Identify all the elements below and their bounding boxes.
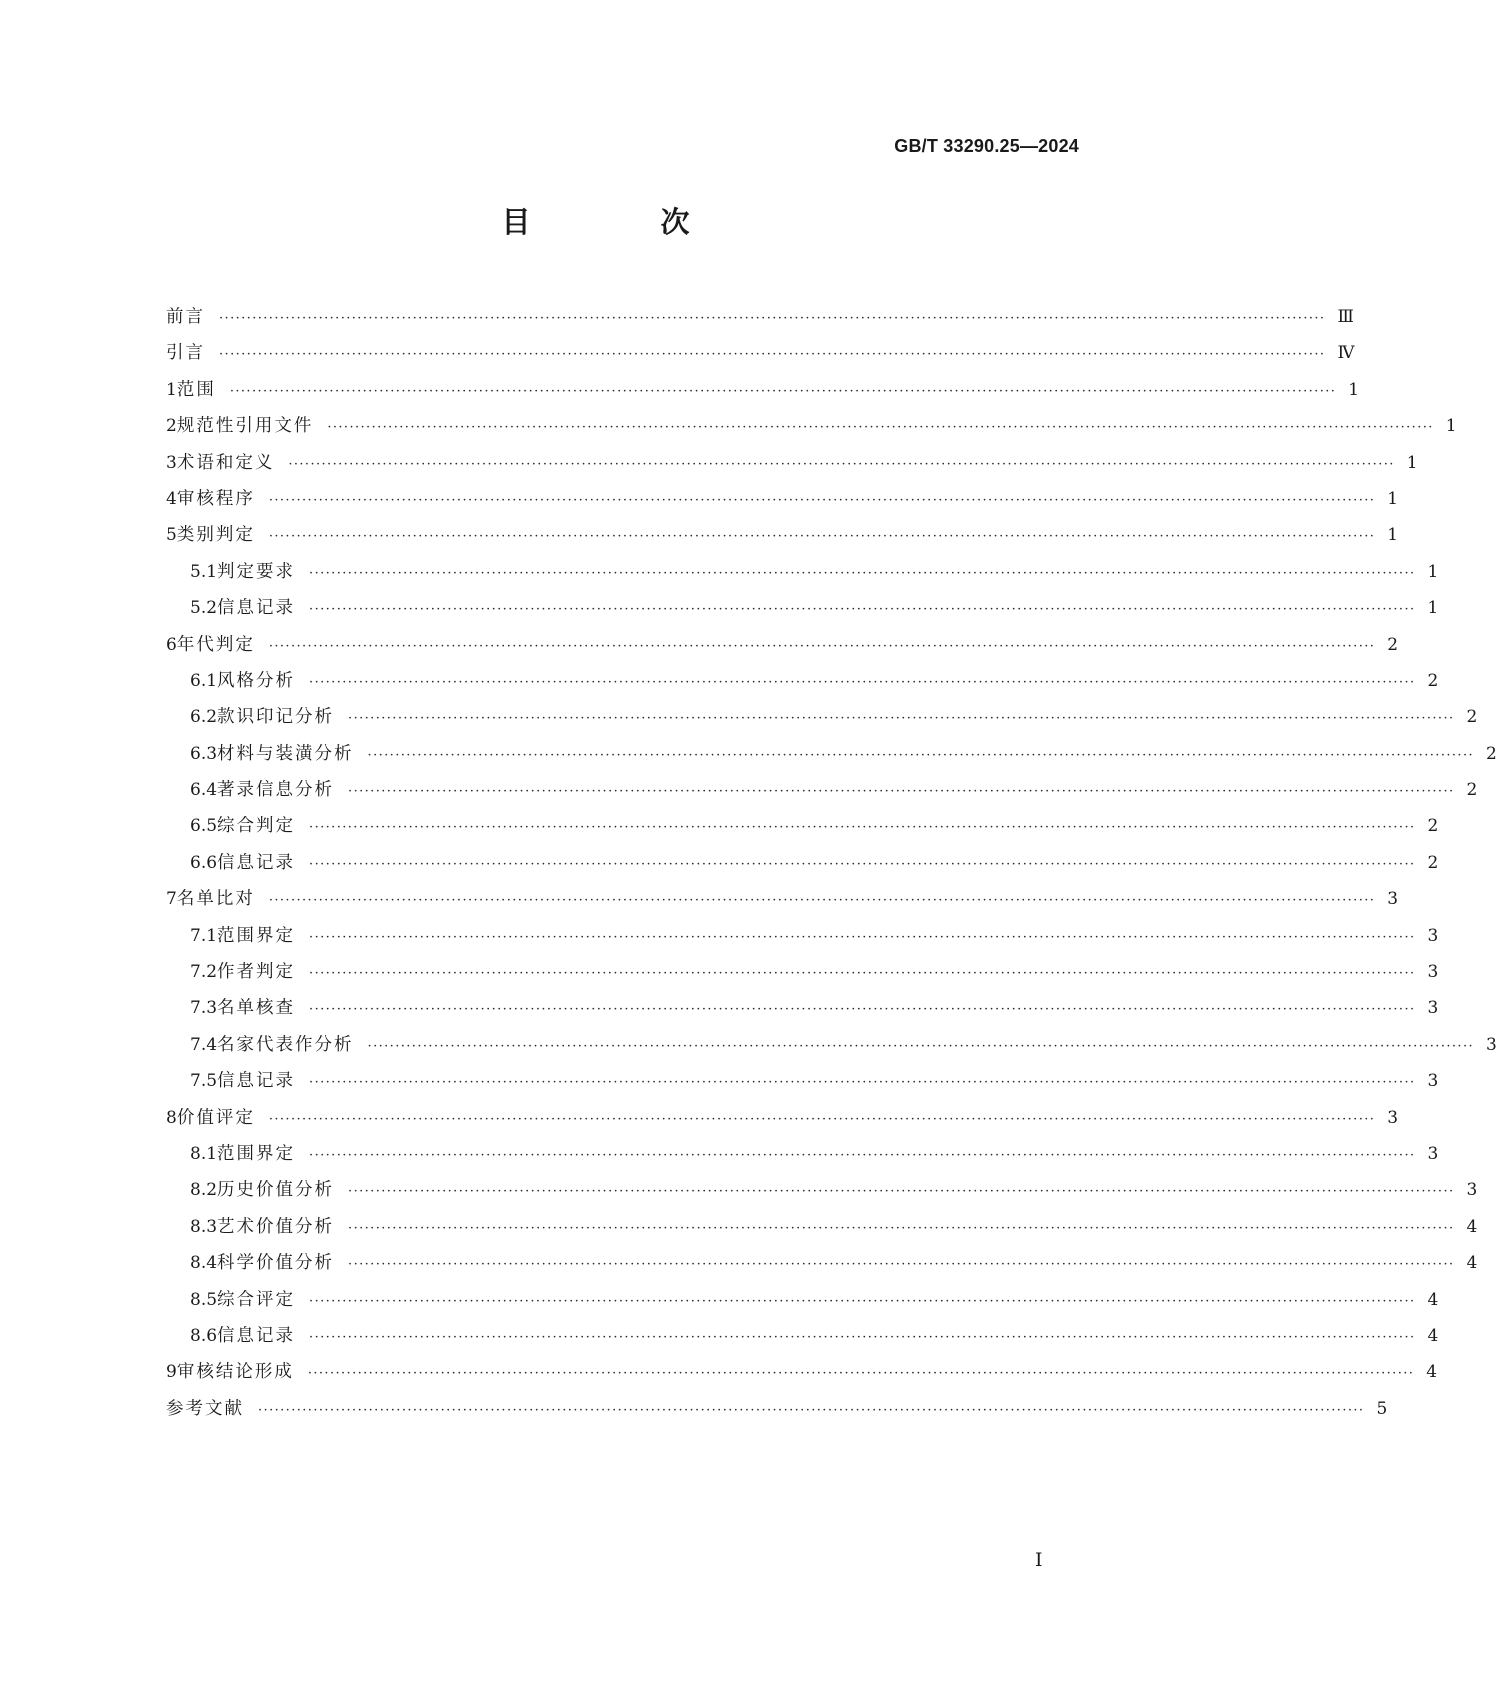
toc-entry-number: 6.6 xyxy=(190,852,218,873)
toc-dot-leader: ········································································································································································································ xyxy=(268,893,1376,909)
toc-entry-label: 范围界定 xyxy=(217,1143,296,1164)
toc-entry-page: 2 xyxy=(1427,670,1439,691)
toc-entry[interactable] xyxy=(166,1322,1439,1358)
toc-dot-leader: ········································································································································································································ xyxy=(367,1038,1475,1054)
toc-entry[interactable] xyxy=(166,703,1478,739)
toc-entry-label: 规范性引用文件 xyxy=(176,416,314,437)
toc-entry-label: 风格分析 xyxy=(217,670,296,691)
toc-dot-leader: ········································································································································································································ xyxy=(348,1257,1455,1273)
toc-dot-leader: ········································································································································································································ xyxy=(348,1184,1455,1200)
toc-entry[interactable] xyxy=(166,1213,1478,1249)
toc-entry[interactable] xyxy=(166,485,1399,521)
table-of-contents xyxy=(166,303,1497,1431)
toc-dot-leader: ········································································································································································································ xyxy=(288,456,1395,472)
toc-entry-label: 审核程序 xyxy=(176,488,255,509)
standard-code: GB/T 33290.25—2024 xyxy=(894,136,1079,156)
toc-entry-page: 1 xyxy=(1387,525,1399,546)
toc-entry-number: 5.2 xyxy=(190,598,218,619)
toc-entry[interactable] xyxy=(166,1395,1388,1431)
toc-dot-leader: ········································································································································································································ xyxy=(268,638,1376,654)
toc-entry-number: 7.2 xyxy=(190,962,218,983)
toc-entry-label: 材料与装潢分析 xyxy=(217,743,354,764)
toc-dot-leader: ········································································································································································································ xyxy=(309,565,1416,581)
toc-entry[interactable] xyxy=(166,303,1354,339)
toc-entry-page: 3 xyxy=(1427,1071,1439,1092)
toc-entry-number: 6.1 xyxy=(190,670,218,691)
toc-entry[interactable] xyxy=(166,594,1439,630)
toc-entry-page: 2 xyxy=(1466,707,1478,728)
toc-dot-leader: ········································································································································································································ xyxy=(348,711,1455,727)
toc-dot-leader: ········································································································································································································ xyxy=(268,1111,1376,1127)
toc-entry-label: 判定要求 xyxy=(217,561,296,582)
toc-entry-number: 6 xyxy=(166,634,177,655)
toc-entry-number: 7.4 xyxy=(190,1034,218,1055)
toc-dot-leader: ········································································································································································································ xyxy=(309,1002,1416,1018)
toc-entry-page: 3 xyxy=(1427,998,1439,1019)
toc-entry-label: 范围 xyxy=(176,379,216,400)
toc-dot-leader: ········································································································································································································ xyxy=(348,784,1455,800)
toc-entry-label: 名家代表作分析 xyxy=(217,1034,354,1055)
toc-entry-page: 3 xyxy=(1427,1143,1439,1164)
toc-dot-leader: ········································································································································································································ xyxy=(309,1075,1416,1091)
toc-entry-number: 4 xyxy=(166,488,177,509)
toc-entry-number: 8.3 xyxy=(190,1216,218,1237)
toc-entry-page: 2 xyxy=(1427,816,1439,837)
toc-entry-label: 审核结论形成 xyxy=(176,1362,294,1383)
toc-entry[interactable] xyxy=(166,339,1355,375)
toc-entry[interactable] xyxy=(166,1286,1439,1322)
toc-entry[interactable] xyxy=(166,1104,1399,1140)
toc-entry-label: 范围界定 xyxy=(217,925,296,946)
toc-entry-label: 历史价值分析 xyxy=(217,1180,335,1201)
toc-entry[interactable] xyxy=(166,631,1399,667)
toc-entry-page: 2 xyxy=(1486,743,1497,764)
toc-entry-number: 2 xyxy=(166,416,177,437)
toc-dot-leader: ········································································································································································································ xyxy=(309,1329,1416,1345)
toc-entry-number: 3 xyxy=(166,452,177,473)
toc-entry-number: 8.2 xyxy=(190,1180,218,1201)
toc-dot-leader: ········································································································································································································ xyxy=(219,347,1326,363)
toc-entry-label: 参考文献 xyxy=(166,1398,244,1419)
toc-entry-label: 名单比对 xyxy=(176,889,255,910)
toc-entry-number: 8.4 xyxy=(190,1253,218,1274)
toc-entry[interactable] xyxy=(166,558,1439,594)
toc-entry-number: 8 xyxy=(166,1107,177,1128)
toc-entry-label: 价值评定 xyxy=(176,1107,255,1128)
toc-dot-leader: ········································································································································································································ xyxy=(309,856,1416,872)
toc-entry[interactable] xyxy=(166,376,1360,412)
toc-entry-number: 5 xyxy=(166,525,177,546)
toc-entry-page: 4 xyxy=(1427,1289,1439,1310)
toc-entry[interactable] xyxy=(166,521,1399,557)
toc-entry[interactable] xyxy=(166,1249,1478,1285)
toc-dot-leader: ········································································································································································································ xyxy=(309,602,1416,618)
toc-entry-page: 3 xyxy=(1387,1107,1399,1128)
toc-entry[interactable] xyxy=(166,922,1439,958)
toc-entry-number: 7 xyxy=(166,889,177,910)
toc-entry-number: 6.2 xyxy=(190,707,218,728)
toc-entry-page: 4 xyxy=(1466,1253,1478,1274)
toc-entry-label: 信息记录 xyxy=(217,598,296,619)
toc-entry-page: 3 xyxy=(1427,962,1439,983)
toc-entry-label: 引言 xyxy=(166,343,205,364)
toc-entry[interactable] xyxy=(166,776,1478,812)
toc-entry[interactable] xyxy=(166,958,1439,994)
toc-entry-page: 3 xyxy=(1387,889,1399,910)
toc-entry-number: 6.4 xyxy=(190,780,218,801)
toc-entry-page: 2 xyxy=(1466,780,1478,801)
toc-entry-label: 综合评定 xyxy=(217,1289,296,1310)
toc-entry-number: 8.1 xyxy=(190,1143,218,1164)
toc-entry-number: 6.5 xyxy=(190,816,218,837)
toc-dot-leader: ········································································································································································································ xyxy=(219,311,1326,326)
toc-entry-label: 信息记录 xyxy=(217,1325,296,1346)
toc-entry-page: 1 xyxy=(1406,452,1418,473)
toc-entry-page: 2 xyxy=(1387,634,1399,655)
toc-entry[interactable] xyxy=(166,849,1439,885)
toc-entry[interactable] xyxy=(166,449,1418,485)
toc-entry-page: 4 xyxy=(1427,1325,1439,1346)
toc-entry[interactable] xyxy=(166,1176,1478,1212)
toc-entry-number: 1 xyxy=(166,379,177,400)
toc-entry[interactable] xyxy=(166,412,1457,448)
toc-entry-page: 1 xyxy=(1427,598,1439,619)
toc-entry-label: 著录信息分析 xyxy=(217,780,335,801)
toc-entry-label: 艺术价值分析 xyxy=(217,1216,335,1237)
toc-entry-label: 信息记录 xyxy=(217,1071,296,1092)
toc-entry-page: 3 xyxy=(1427,925,1439,946)
toc-entry-label: 综合判定 xyxy=(217,816,296,837)
toc-entry-page: 1 xyxy=(1445,416,1457,437)
toc-entry-label: 类别判定 xyxy=(176,525,255,546)
toc-dot-leader: ········································································································································································································ xyxy=(367,747,1475,763)
toc-entry-label: 前言 xyxy=(166,307,205,327)
toc-entry-number: 6.3 xyxy=(190,743,218,764)
toc-title: 目 次 xyxy=(501,205,750,239)
toc-dot-leader: ········································································································································································································ xyxy=(268,529,1376,545)
toc-dot-leader: ········································································································································································································ xyxy=(268,492,1376,508)
toc-entry-page: Ⅳ xyxy=(1337,343,1355,364)
toc-entry-number: 8.5 xyxy=(190,1289,218,1310)
toc-entry[interactable] xyxy=(166,1031,1497,1067)
toc-entry-page: 2 xyxy=(1427,852,1439,873)
toc-dot-leader: ········································································································································································································ xyxy=(309,966,1416,982)
toc-entry[interactable] xyxy=(166,885,1399,921)
toc-entry-page: 4 xyxy=(1426,1362,1438,1383)
toc-entry[interactable] xyxy=(166,740,1497,776)
toc-entry-page: 5 xyxy=(1376,1398,1388,1419)
toc-entry-page: 1 xyxy=(1348,379,1360,400)
toc-dot-leader: ········································································································································································································ xyxy=(309,820,1416,836)
toc-entry-label: 科学价值分析 xyxy=(217,1253,335,1274)
toc-entry[interactable] xyxy=(166,1358,1438,1394)
toc-entry-number: 7.1 xyxy=(190,925,218,946)
toc-entry-number: 7.3 xyxy=(190,998,218,1019)
toc-entry-label: 名单核查 xyxy=(217,998,296,1019)
toc-entry[interactable] xyxy=(166,994,1439,1030)
toc-entry[interactable] xyxy=(166,1140,1439,1176)
toc-entry-page: Ⅲ xyxy=(1337,307,1354,327)
toc-entry-page: 1 xyxy=(1427,561,1439,582)
toc-dot-leader: ········································································································································································································ xyxy=(229,383,1337,399)
toc-dot-leader: ········································································································································································································ xyxy=(309,1147,1416,1163)
toc-entry-label: 款识印记分析 xyxy=(217,707,335,728)
toc-dot-leader: ········································································································································································································ xyxy=(327,420,1434,436)
toc-entry-page: 3 xyxy=(1466,1180,1478,1201)
toc-entry-page: 3 xyxy=(1486,1034,1497,1055)
toc-entry-number: 8.6 xyxy=(190,1325,218,1346)
toc-entry-label: 年代判定 xyxy=(176,634,255,655)
toc-entry-number: 9 xyxy=(166,1362,177,1383)
toc-entry-number: 7.5 xyxy=(190,1071,218,1092)
toc-entry-label: 术语和定义 xyxy=(176,452,275,473)
toc-dot-leader: ········································································································································································································ xyxy=(309,1293,1416,1309)
toc-dot-leader: ········································································································································································································ xyxy=(309,929,1416,945)
toc-entry[interactable] xyxy=(166,812,1439,848)
toc-entry-page: 1 xyxy=(1387,488,1399,509)
toc-dot-leader: ········································································································································································································ xyxy=(309,674,1416,690)
toc-entry[interactable] xyxy=(166,667,1439,703)
toc-entry-number: 5.1 xyxy=(190,561,218,582)
toc-entry-label: 信息记录 xyxy=(217,852,296,873)
page-number: I xyxy=(1035,1549,1043,1571)
toc-entry[interactable] xyxy=(166,1067,1439,1103)
toc-dot-leader: ········································································································································································································ xyxy=(258,1402,1365,1418)
toc-entry-page: 4 xyxy=(1466,1216,1478,1237)
toc-entry-label: 作者判定 xyxy=(217,962,296,983)
toc-dot-leader: ········································································································································································································ xyxy=(307,1366,1415,1382)
toc-dot-leader: ········································································································································································································ xyxy=(348,1220,1455,1236)
